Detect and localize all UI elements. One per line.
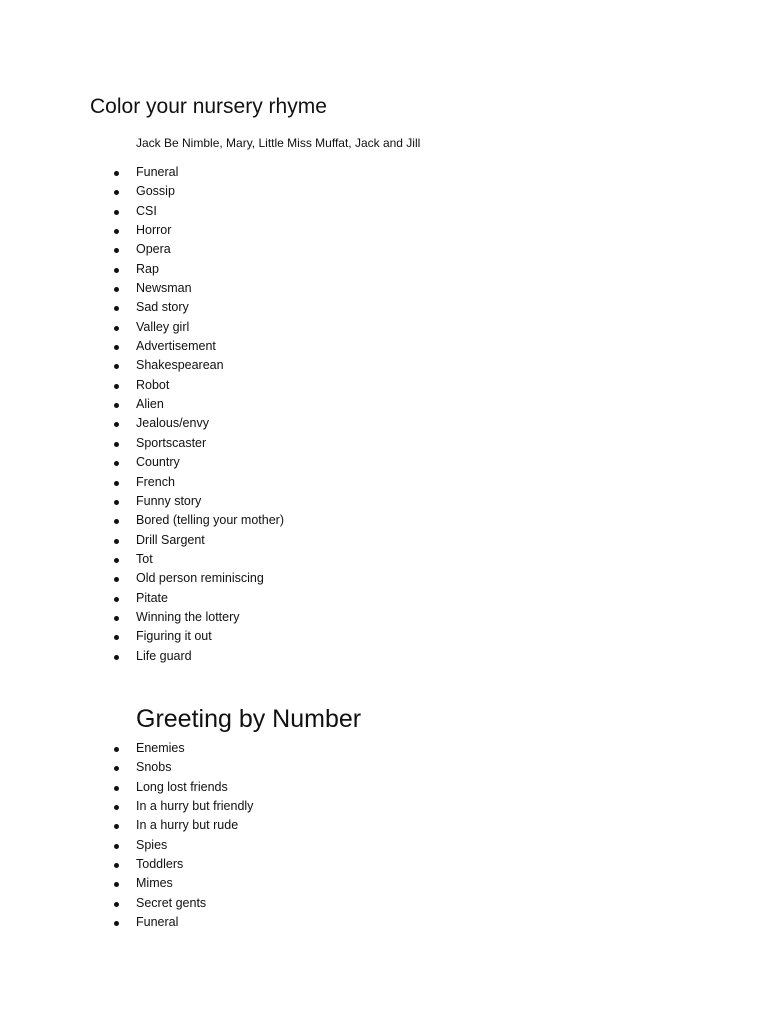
list-item-label: Funeral bbox=[136, 165, 179, 179]
list-item bbox=[0, 836, 253, 855]
list-item bbox=[0, 511, 284, 530]
list-item bbox=[0, 453, 284, 472]
list-item-label: Bored (telling your mother) bbox=[136, 513, 284, 528]
list-item-label: Spies bbox=[136, 837, 168, 852]
list-item bbox=[0, 874, 253, 893]
style-bullet-list bbox=[0, 163, 284, 666]
bullet-icon bbox=[114, 248, 119, 253]
list-item bbox=[0, 913, 253, 932]
bullet-icon bbox=[114, 747, 119, 752]
list-item bbox=[0, 855, 253, 874]
bullet-icon bbox=[114, 577, 119, 582]
bullet-icon bbox=[114, 268, 119, 273]
list-item-label: Sad story bbox=[136, 300, 189, 315]
list-item bbox=[0, 797, 253, 816]
list-item-label: Gossip bbox=[136, 184, 175, 199]
list-item bbox=[0, 182, 284, 201]
list-item bbox=[0, 589, 284, 608]
bullet-icon bbox=[114, 481, 119, 486]
list-item-label: Shakespearean bbox=[136, 358, 224, 373]
list-item-label: Long lost friends bbox=[136, 779, 228, 794]
list-item bbox=[0, 550, 284, 569]
list-item-label: Enemies bbox=[136, 741, 185, 755]
list-item-label: Pitate bbox=[136, 590, 168, 605]
list-item-label: Drill Sargent bbox=[136, 532, 205, 547]
bullet-icon bbox=[114, 461, 119, 466]
bullet-icon bbox=[114, 384, 119, 389]
list-item bbox=[0, 240, 284, 259]
list-item bbox=[0, 395, 284, 414]
bullet-icon bbox=[114, 921, 119, 926]
list-item-label: Secret gents bbox=[136, 895, 207, 910]
list-item-label: Opera bbox=[136, 242, 171, 257]
list-item-label: Toddlers bbox=[136, 857, 184, 872]
list-item bbox=[0, 221, 284, 240]
bullet-icon bbox=[114, 882, 119, 887]
list-item-label: Funny story bbox=[136, 493, 202, 508]
bullet-icon bbox=[114, 345, 119, 350]
list-item bbox=[0, 739, 253, 758]
nursery-rhyme-list: Jack Be Nimble, Mary, Little Miss Muffat, Jack and Jill bbox=[136, 136, 421, 150]
bullet-icon bbox=[114, 863, 119, 868]
list-item-label: In a hurry but rude bbox=[136, 818, 239, 833]
bullet-icon bbox=[114, 519, 119, 524]
bullet-icon bbox=[114, 824, 119, 829]
list-item-label: Winning the lottery bbox=[136, 609, 240, 624]
section-title-greeting: Greeting by Number bbox=[136, 705, 362, 733]
list-item bbox=[0, 260, 284, 279]
list-item bbox=[0, 492, 284, 511]
list-item bbox=[0, 163, 284, 182]
bullet-icon bbox=[114, 766, 119, 771]
bullet-icon bbox=[114, 229, 119, 234]
list-item-label: Advertisement bbox=[136, 339, 216, 354]
bullet-icon bbox=[114, 597, 119, 602]
bullet-icon bbox=[114, 171, 119, 176]
list-item-label: Old person reminiscing bbox=[136, 571, 264, 586]
bullet-icon bbox=[114, 558, 119, 563]
greeting-bullet-list bbox=[0, 739, 253, 932]
list-item-label: Snobs bbox=[136, 760, 172, 775]
list-item bbox=[0, 298, 284, 317]
list-item bbox=[0, 778, 253, 797]
bullet-icon bbox=[114, 306, 119, 311]
bullet-icon bbox=[114, 635, 119, 640]
list-item bbox=[0, 376, 284, 395]
list-item-label: CSI bbox=[136, 203, 157, 218]
list-item bbox=[0, 473, 284, 492]
bullet-icon bbox=[114, 403, 119, 408]
list-item-label: Sportscaster bbox=[136, 435, 207, 450]
bullet-icon bbox=[114, 655, 119, 660]
list-item-label: Figuring it out bbox=[136, 629, 212, 644]
bullet-icon bbox=[114, 210, 119, 215]
list-item bbox=[0, 337, 284, 356]
list-item-label: Rap bbox=[136, 261, 159, 276]
bullet-icon bbox=[114, 422, 119, 427]
bullet-icon bbox=[114, 326, 119, 331]
list-item-label: French bbox=[136, 474, 175, 489]
bullet-icon bbox=[114, 902, 119, 907]
list-item-label: Horror bbox=[136, 223, 172, 238]
section-title-nursery-rhyme: Color your nursery rhyme bbox=[90, 95, 327, 118]
bullet-icon bbox=[114, 786, 119, 791]
list-item bbox=[0, 531, 284, 550]
bullet-icon bbox=[114, 616, 119, 621]
list-item-label: Country bbox=[136, 455, 180, 470]
bullet-icon bbox=[114, 805, 119, 810]
bullet-icon bbox=[114, 287, 119, 292]
bullet-icon bbox=[114, 364, 119, 369]
list-item-label: Tot bbox=[136, 551, 153, 566]
list-item bbox=[0, 279, 284, 298]
list-item-label: Life guard bbox=[136, 648, 192, 663]
list-item-label: Valley girl bbox=[136, 319, 190, 334]
list-item-label: Newsman bbox=[136, 281, 192, 296]
bullet-icon bbox=[114, 500, 119, 505]
list-item bbox=[0, 647, 284, 666]
list-item bbox=[0, 434, 284, 453]
list-item bbox=[0, 627, 284, 646]
bullet-icon bbox=[114, 844, 119, 849]
bullet-icon bbox=[114, 539, 119, 544]
list-item bbox=[0, 202, 284, 221]
bullet-icon bbox=[114, 442, 119, 447]
list-item bbox=[0, 318, 284, 337]
list-item-label: Funeral bbox=[136, 915, 179, 930]
list-item-label: In a hurry but friendly bbox=[136, 799, 254, 814]
list-item bbox=[0, 816, 253, 835]
list-item bbox=[0, 569, 284, 588]
list-item-label: Alien bbox=[136, 397, 164, 412]
list-item bbox=[0, 356, 284, 375]
list-item-label: Robot bbox=[136, 377, 170, 392]
list-item-label: Mimes bbox=[136, 876, 173, 891]
list-item bbox=[0, 894, 253, 913]
list-item bbox=[0, 414, 284, 433]
list-item bbox=[0, 758, 253, 777]
list-item bbox=[0, 608, 284, 627]
list-item-label: Jealous/envy bbox=[136, 416, 209, 431]
bullet-icon bbox=[114, 190, 119, 195]
